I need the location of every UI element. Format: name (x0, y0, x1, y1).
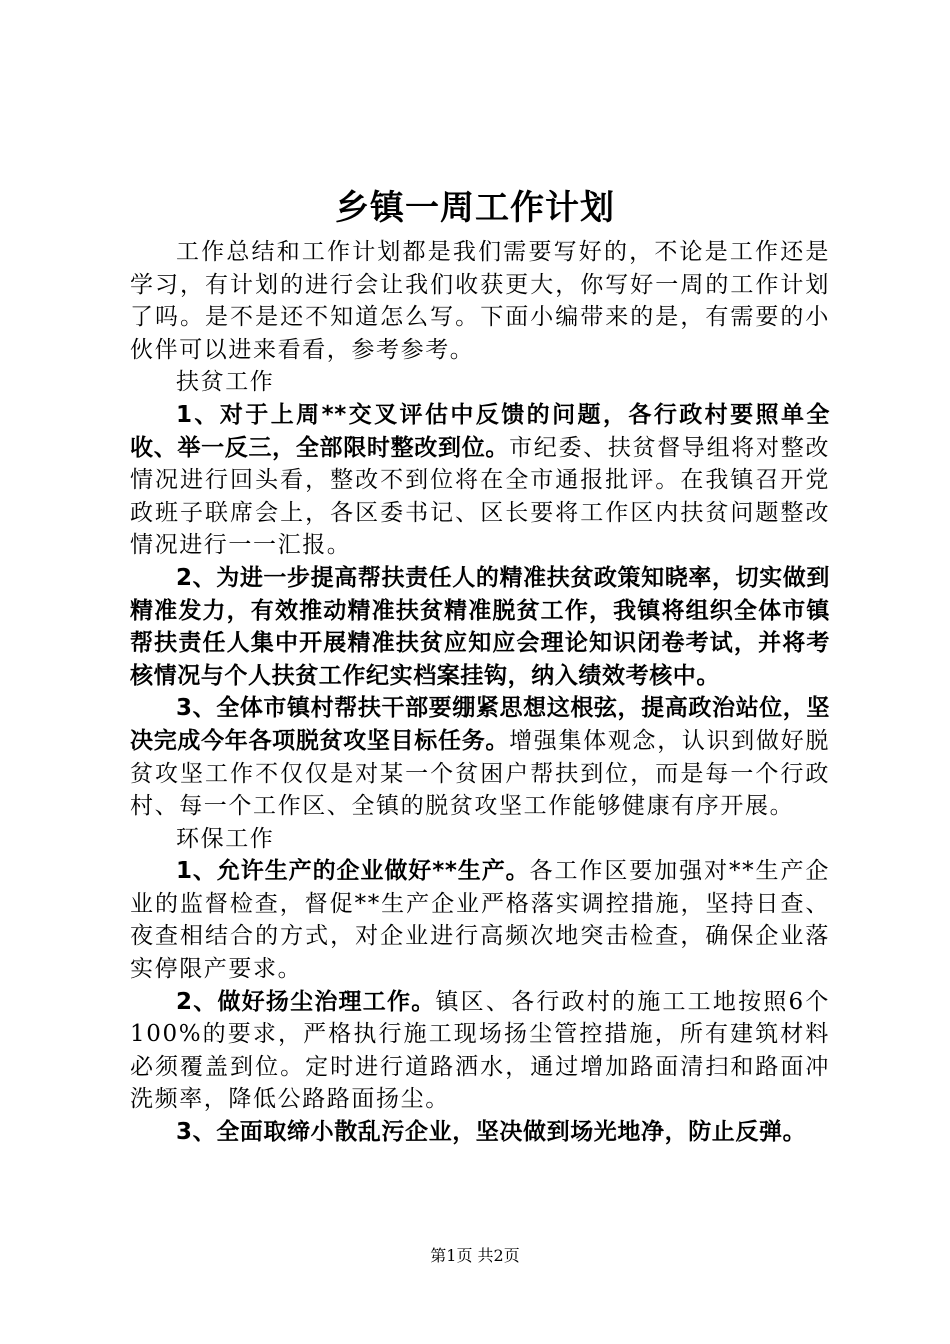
env-item-2 (130, 986, 830, 1116)
env-item-2-lead: 2、做好扬尘治理工作。 (176, 988, 436, 1015)
document-title: 乡镇一周工作计划 (335, 188, 615, 228)
poverty-item-2 (130, 562, 830, 692)
section-heading-poverty: 扶贫工作 (176, 369, 275, 396)
intro-paragraph: 工作总结和工作计划都是我们需要写好的，不论是工作还是学习，有计划的进行会让我们收获更大，你写好一周的工作计划了吗。是不是还不知道怎么写。下面小编带来的是，有需要的小伙伴可以进来看看，参考参考。 (130, 239, 830, 363)
env-item-3 (130, 1116, 830, 1149)
document-body (130, 236, 830, 1149)
page-footer: 第1页 共2页 (430, 1246, 520, 1265)
poverty-item-3 (130, 692, 830, 822)
poverty-item-1-lead: 1、对于上周**交叉评估中反馈的问题，各行政村要照单全收、举一反三，全部限时整改到位。 (130, 401, 830, 461)
poverty-item-3-text: 增强集体观念，认识到做好脱贫攻坚工作不仅仅是对某一个贫困户帮扶到位，而是每一个行政村、每一个工作区、全镇的脱贫攻坚工作能够健康有序开展。 (130, 727, 830, 820)
poverty-item-3-lead: 3、全体市镇村帮扶干部要绷紧思想这根弦，提高政治站位，坚决完成今年各项脱贫攻坚目标任务。 (130, 695, 830, 754)
env-item-3-lead: 3、全面取缔小散乱污企业，坚决做到场光地净，防止反弹。 (176, 1119, 807, 1146)
env-item-1-lead: 1、允许生产的企业做好**生产。 (176, 858, 530, 885)
env-item-2-text: 镇区、各行政村的施工工地按照6个100%的要求，严格执行施工现场扬尘管控措施，所有建筑材料必须覆盖到位。定时进行道路洒水，通过增加路面清扫和路面冲洗频率，降低公路路面扬尘。 (130, 988, 831, 1113)
poverty-item-1-text: 市纪委、扶贫督导组将对整改情况进行回头看，整改不到位将在全市通报批评。在我镇召开党政班子联席会上，各区委书记、区长要将工作区内扶贫问题整改情况进行一一汇报。 (130, 434, 830, 559)
poverty-item-1 (130, 399, 830, 562)
env-item-1-text: 各工作区要加强对**生产企业的监督检查，督促**生产企业严格落实调控措施，坚持日查、夜查相结合的方式，对企业进行高频次地突击检查，确保企业落实停限产要求。 (130, 858, 830, 983)
poverty-item-2-lead: 2、为进一步提高帮扶责任人的精准扶贫政策知晓率，切实做到精准发力，有效推动精准扶贫精准脱贫工作，我镇将组织全体市镇帮扶责任人集中开展精准扶贫应知应会理论知识闭卷考试，并将考核情况与个人扶贫工作纪实档案挂钩，纳入绩效考核中。 (130, 564, 830, 689)
env-item-1 (130, 855, 830, 985)
section-heading-environment: 环保工作 (176, 825, 275, 852)
